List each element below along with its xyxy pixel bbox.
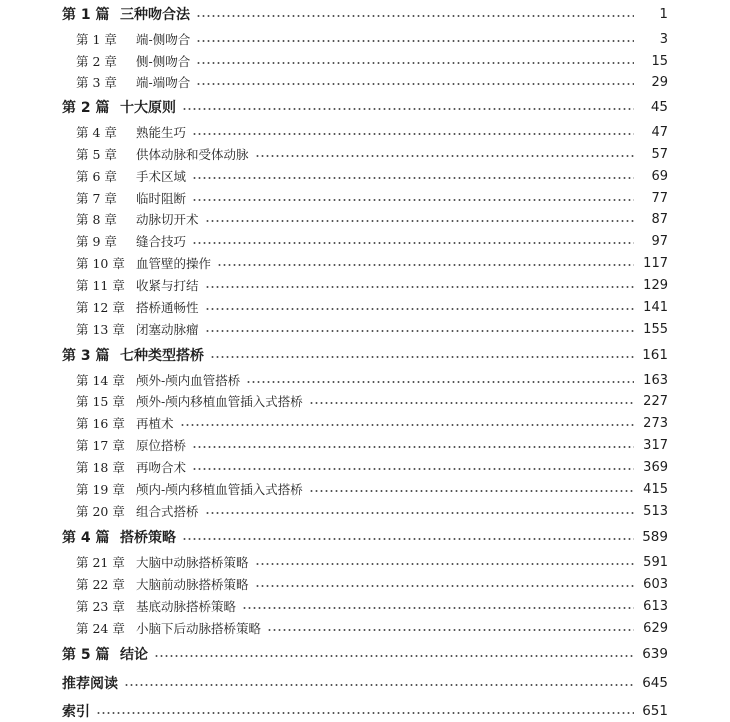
dot-leader bbox=[205, 286, 634, 288]
entry-number: 第 4 章 bbox=[76, 125, 117, 140]
dot-leader bbox=[124, 684, 634, 686]
toc-chapter-entry bbox=[76, 296, 668, 318]
entry-page-number: 69 bbox=[651, 168, 668, 184]
entry-number: 第 11 章 bbox=[76, 278, 125, 293]
dot-leader bbox=[182, 108, 634, 110]
toc-chapter-entry bbox=[76, 318, 668, 340]
entry-number: 第 4 篇 bbox=[62, 530, 110, 546]
entry-number: 第 2 章 bbox=[76, 54, 117, 69]
entry-page-number: 163 bbox=[643, 372, 668, 388]
dot-leader bbox=[267, 629, 634, 631]
entry-number: 第 6 章 bbox=[76, 169, 117, 184]
dot-leader bbox=[255, 563, 634, 565]
entry-number: 第 8 章 bbox=[76, 212, 117, 227]
entry-title: 结论 bbox=[120, 647, 148, 663]
toc-chapter-entry bbox=[76, 121, 668, 143]
dot-leader bbox=[96, 712, 634, 714]
entry-page-number: 97 bbox=[651, 233, 668, 249]
dot-leader bbox=[182, 538, 634, 540]
entry-title: 收紧与打结 bbox=[136, 278, 199, 293]
dot-leader bbox=[255, 155, 634, 157]
toc-chapter-entry bbox=[76, 369, 668, 391]
entry-page-number: 227 bbox=[643, 393, 668, 409]
dot-leader bbox=[180, 424, 634, 426]
toc-chapter-entry bbox=[76, 434, 668, 456]
entry-number: 第 1 篇 bbox=[62, 7, 110, 23]
dot-leader bbox=[192, 242, 634, 244]
entry-number: 第 5 章 bbox=[76, 147, 117, 162]
entry-title: 缝合技巧 bbox=[136, 234, 187, 249]
dot-leader bbox=[192, 133, 634, 135]
dot-leader bbox=[196, 40, 634, 42]
dot-leader bbox=[242, 607, 634, 609]
entry-page-number: 155 bbox=[643, 321, 668, 337]
toc-chapter-entry bbox=[76, 500, 668, 522]
toc-part-entry bbox=[62, 96, 668, 118]
entry-page-number: 3 bbox=[659, 31, 668, 47]
toc-chapter-entry bbox=[76, 573, 668, 595]
entry-title: 血管壁的操作 bbox=[136, 256, 212, 271]
toc-chapter-entry bbox=[76, 71, 668, 93]
entry-number: 第 17 章 bbox=[76, 438, 125, 453]
toc-part-entry bbox=[62, 344, 668, 366]
entry-title: 端-侧吻合 bbox=[136, 32, 191, 47]
entry-title: 临时阻断 bbox=[136, 191, 187, 206]
entry-title: 侧-侧吻合 bbox=[136, 54, 191, 69]
toc-chapter-entry bbox=[76, 478, 668, 500]
toc-part-entry bbox=[62, 3, 668, 25]
toc-chapter-entry bbox=[76, 252, 668, 274]
entry-page-number: 273 bbox=[643, 415, 668, 431]
entry-number: 第 3 篇 bbox=[62, 348, 110, 364]
entry-page-number: 57 bbox=[651, 146, 668, 162]
dot-leader bbox=[154, 655, 634, 657]
entry-title: 推荐阅读 bbox=[62, 676, 118, 692]
entry-page-number: 589 bbox=[642, 529, 668, 545]
entry-number: 第 22 章 bbox=[76, 577, 125, 592]
entry-title: 原位搭桥 bbox=[136, 438, 187, 453]
entry-page-number: 415 bbox=[643, 481, 668, 497]
entry-page-number: 87 bbox=[651, 211, 668, 227]
entry-page-number: 639 bbox=[642, 646, 668, 662]
entry-number: 第 19 章 bbox=[76, 482, 125, 497]
entry-number: 第 9 章 bbox=[76, 234, 117, 249]
dot-leader bbox=[196, 62, 634, 64]
entry-number: 第 18 章 bbox=[76, 460, 125, 475]
entry-page-number: 645 bbox=[642, 675, 668, 691]
entry-title: 七种类型搭桥 bbox=[120, 348, 204, 364]
entry-number: 第 20 章 bbox=[76, 504, 125, 519]
entry-title: 基底动脉搭桥策略 bbox=[136, 599, 237, 614]
entry-title: 端-端吻合 bbox=[136, 75, 191, 90]
dot-leader bbox=[196, 15, 634, 17]
entry-number: 第 2 篇 bbox=[62, 100, 110, 116]
entry-page-number: 591 bbox=[643, 554, 668, 570]
dot-leader bbox=[309, 490, 634, 492]
dot-leader bbox=[205, 512, 634, 514]
dot-leader bbox=[210, 356, 634, 358]
dot-leader bbox=[192, 468, 634, 470]
toc-chapter-entry bbox=[76, 274, 668, 296]
entry-page-number: 47 bbox=[651, 124, 668, 140]
entry-number: 第 3 章 bbox=[76, 75, 117, 90]
dot-leader bbox=[205, 220, 634, 222]
entry-title: 颅内-颅内移植血管插入式搭桥 bbox=[136, 482, 303, 497]
dot-leader bbox=[217, 264, 634, 266]
entry-title: 搭桥通畅性 bbox=[136, 300, 199, 315]
entry-number: 第 5 篇 bbox=[62, 647, 110, 663]
entry-number: 第 14 章 bbox=[76, 373, 125, 388]
entry-page-number: 77 bbox=[651, 190, 668, 206]
entry-page-number: 613 bbox=[643, 598, 668, 614]
entry-title: 索引 bbox=[62, 704, 90, 720]
entry-title: 搭桥策略 bbox=[120, 530, 176, 546]
entry-title: 组合式搭桥 bbox=[136, 504, 199, 519]
dot-leader bbox=[192, 199, 634, 201]
dot-leader bbox=[309, 402, 634, 404]
entry-title: 闭塞动脉瘤 bbox=[136, 322, 199, 337]
entry-title: 大脑前动脉搭桥策略 bbox=[136, 577, 249, 592]
toc-chapter-entry bbox=[76, 187, 668, 209]
toc-chapter-entry bbox=[76, 50, 668, 72]
toc-chapter-entry bbox=[76, 165, 668, 187]
entry-number: 第 24 章 bbox=[76, 621, 125, 636]
entry-number: 第 15 章 bbox=[76, 394, 125, 409]
dot-leader bbox=[255, 585, 634, 587]
entry-title: 再吻合术 bbox=[136, 460, 187, 475]
entry-page-number: 29 bbox=[651, 74, 668, 90]
entry-page-number: 129 bbox=[643, 277, 668, 293]
entry-page-number: 1 bbox=[659, 6, 668, 22]
toc-chapter-entry bbox=[76, 595, 668, 617]
entry-page-number: 161 bbox=[642, 347, 668, 363]
entry-number: 第 16 章 bbox=[76, 416, 125, 431]
toc-chapter-entry bbox=[76, 230, 668, 252]
entry-page-number: 45 bbox=[650, 99, 668, 115]
toc-chapter-entry bbox=[76, 617, 668, 639]
entry-page-number: 651 bbox=[642, 703, 668, 719]
entry-title: 手术区域 bbox=[136, 169, 187, 184]
dot-leader bbox=[205, 308, 634, 310]
entry-page-number: 603 bbox=[643, 576, 668, 592]
entry-page-number: 141 bbox=[643, 299, 668, 315]
entry-page-number: 317 bbox=[643, 437, 668, 453]
entry-number: 第 23 章 bbox=[76, 599, 125, 614]
entry-title: 十大原则 bbox=[120, 100, 176, 116]
toc-chapter-entry bbox=[76, 412, 668, 434]
entry-number: 第 21 章 bbox=[76, 555, 125, 570]
entry-number: 第 1 章 bbox=[76, 32, 117, 47]
toc-back-matter-entry bbox=[62, 672, 668, 694]
entry-number: 第 13 章 bbox=[76, 322, 125, 337]
toc-chapter-entry bbox=[76, 208, 668, 230]
entry-number: 第 7 章 bbox=[76, 191, 117, 206]
entry-title: 再植术 bbox=[136, 416, 174, 431]
dot-leader bbox=[196, 83, 634, 85]
toc-chapter-entry bbox=[76, 551, 668, 573]
entry-number: 第 10 章 bbox=[76, 256, 125, 271]
entry-page-number: 513 bbox=[643, 503, 668, 519]
entry-title: 大脑中动脉搭桥策略 bbox=[136, 555, 249, 570]
entry-page-number: 117 bbox=[643, 255, 668, 271]
entry-title: 颅外-颅内移植血管插入式搭桥 bbox=[136, 394, 303, 409]
toc-chapter-entry bbox=[76, 28, 668, 50]
entry-title: 颅外-颅内血管搭桥 bbox=[136, 373, 241, 388]
dot-leader bbox=[192, 177, 634, 179]
toc-part-entry bbox=[62, 643, 668, 665]
entry-title: 动脉切开术 bbox=[136, 212, 199, 227]
toc-chapter-entry bbox=[76, 390, 668, 412]
entry-title: 三种吻合法 bbox=[120, 7, 190, 23]
entry-page-number: 369 bbox=[643, 459, 668, 475]
dot-leader bbox=[205, 330, 634, 332]
entry-title: 小脑下后动脉搭桥策略 bbox=[136, 621, 262, 636]
entry-number: 第 12 章 bbox=[76, 300, 125, 315]
entry-title: 熟能生巧 bbox=[136, 125, 187, 140]
entry-page-number: 629 bbox=[643, 620, 668, 636]
entry-title: 供体动脉和受体动脉 bbox=[136, 147, 249, 162]
toc-part-entry bbox=[62, 526, 668, 548]
dot-leader bbox=[192, 446, 634, 448]
toc-chapter-entry bbox=[76, 143, 668, 165]
toc-back-matter-entry bbox=[62, 700, 668, 722]
entry-page-number: 15 bbox=[651, 53, 668, 69]
toc-chapter-entry bbox=[76, 456, 668, 478]
dot-leader bbox=[246, 381, 634, 383]
